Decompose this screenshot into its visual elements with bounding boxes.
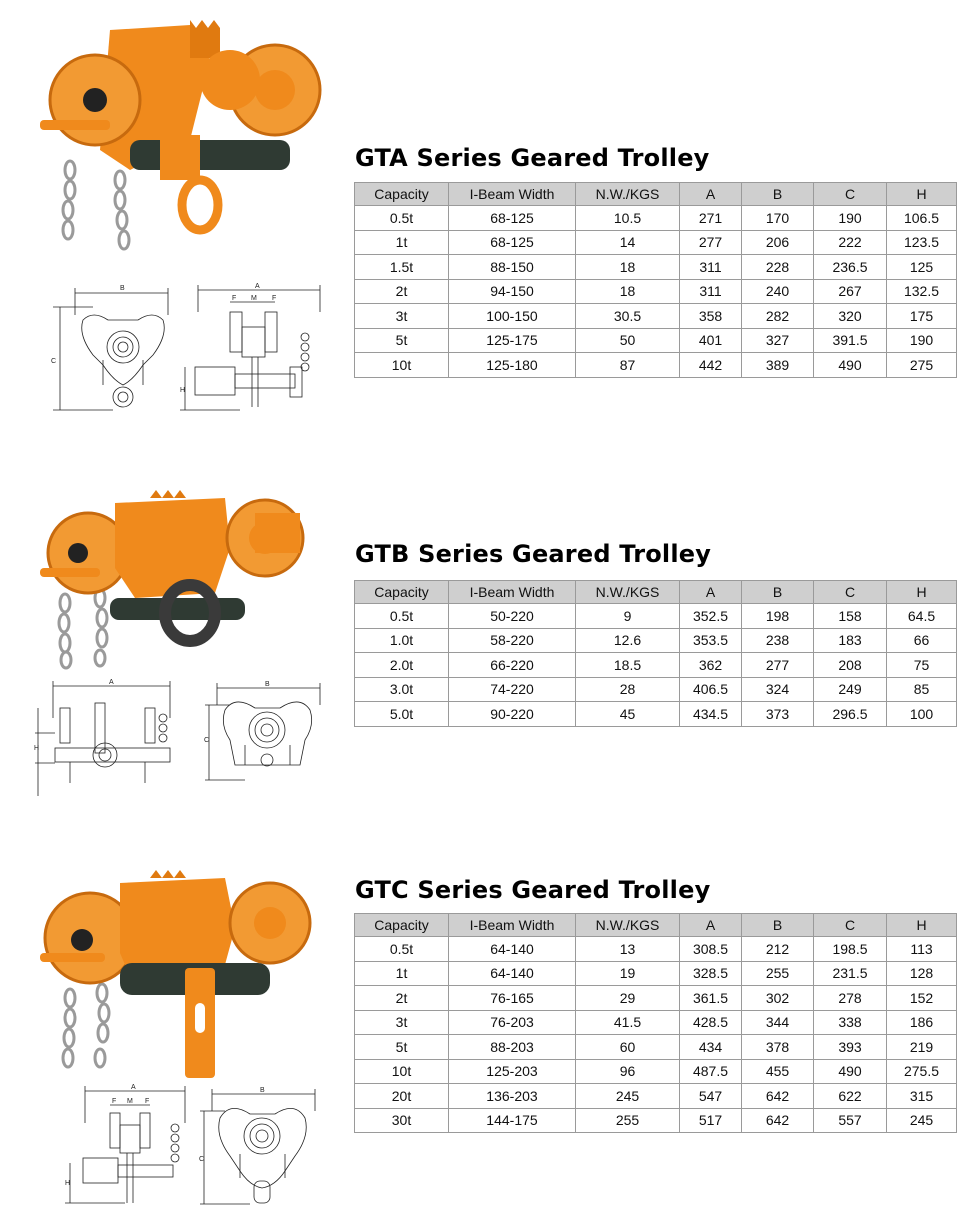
cell: 100: [887, 702, 957, 727]
cell: 240: [742, 279, 814, 304]
gta-dim-h-label: H: [180, 387, 186, 394]
col-c: C: [814, 914, 887, 937]
table-row: [355, 937, 957, 962]
cell: 428.5: [680, 1010, 742, 1035]
cell: 212: [742, 937, 814, 962]
cell: 50: [576, 328, 680, 353]
cell: 219: [887, 1035, 957, 1060]
col-capacity: Capacity: [355, 914, 449, 937]
cell: 18: [576, 279, 680, 304]
cell: 222: [814, 230, 887, 255]
cell: 362: [680, 653, 742, 678]
cell: 557: [814, 1108, 887, 1133]
gtc-dim-a-label: A: [131, 1084, 136, 1091]
cell: 487.5: [680, 1059, 742, 1084]
cell: 391.5: [814, 328, 887, 353]
table-row: [355, 206, 957, 231]
cell: 277: [742, 653, 814, 678]
cell: 2t: [355, 279, 449, 304]
cell: 1.5t: [355, 255, 449, 280]
cell: 183: [814, 628, 887, 653]
cell: 255: [576, 1108, 680, 1133]
cell: 132.5: [887, 279, 957, 304]
table-row: [355, 653, 957, 678]
cell: 275.5: [887, 1059, 957, 1084]
cell: 75: [887, 653, 957, 678]
gta-dim-a-label: A: [255, 283, 260, 290]
cell: 267: [814, 279, 887, 304]
cell: 406.5: [680, 677, 742, 702]
cell: 320: [814, 304, 887, 329]
cell: 324: [742, 677, 814, 702]
table-row: [355, 230, 957, 255]
cell: 10.5: [576, 206, 680, 231]
cell: 5.0t: [355, 702, 449, 727]
cell: 30t: [355, 1108, 449, 1133]
gta-dim-f2-label: F: [272, 295, 277, 302]
cell: 106.5: [887, 206, 957, 231]
gta-section: [0, 0, 980, 430]
cell: 88-150: [449, 255, 576, 280]
cell: 328.5: [680, 961, 742, 986]
cell: 2t: [355, 986, 449, 1011]
col-a: A: [680, 914, 742, 937]
gtb-dim-h-label: H: [34, 745, 40, 752]
cell: 100-150: [449, 304, 576, 329]
col-b: B: [742, 183, 814, 206]
cell: 29: [576, 986, 680, 1011]
cell: 76-165: [449, 986, 576, 1011]
cell: 5t: [355, 1035, 449, 1060]
gta-trolley-photo: [40, 20, 330, 260]
gtc-dim-m-label: M: [127, 1098, 133, 1105]
cell: 152: [887, 986, 957, 1011]
gtc-spec-table: [354, 913, 957, 1133]
cell: 58-220: [449, 628, 576, 653]
cell: 3t: [355, 304, 449, 329]
gtb-front-drawing: [205, 680, 325, 785]
cell: 88-203: [449, 1035, 576, 1060]
cell: 434: [680, 1035, 742, 1060]
gtc-title: GTC Series Geared Trolley: [355, 876, 711, 904]
table-row: [355, 1059, 957, 1084]
cell: 50-220: [449, 604, 576, 629]
cell: 96: [576, 1059, 680, 1084]
gtb-dim-a-label: A: [109, 679, 114, 686]
col-net-weight: N.W./KGS: [576, 183, 680, 206]
cell: 60: [576, 1035, 680, 1060]
col-ibeam-width: I-Beam Width: [449, 581, 576, 604]
cell: 238: [742, 628, 814, 653]
cell: 186: [887, 1010, 957, 1035]
table-row: [355, 328, 957, 353]
cell: 361.5: [680, 986, 742, 1011]
cell: 271: [680, 206, 742, 231]
cell: 236.5: [814, 255, 887, 280]
cell: 66-220: [449, 653, 576, 678]
col-a: A: [680, 581, 742, 604]
cell: 3.0t: [355, 677, 449, 702]
cell: 123.5: [887, 230, 957, 255]
cell: 64.5: [887, 604, 957, 629]
gtc-front-drawing: [200, 1086, 320, 1211]
cell: 296.5: [814, 702, 887, 727]
cell: 282: [742, 304, 814, 329]
gta-title: GTA Series Geared Trolley: [355, 144, 710, 172]
cell: 128: [887, 961, 957, 986]
gtb-section: [0, 480, 980, 810]
cell: 0.5t: [355, 604, 449, 629]
cell: 393: [814, 1035, 887, 1060]
cell: 231.5: [814, 961, 887, 986]
col-ibeam-width: I-Beam Width: [449, 914, 576, 937]
cell: 517: [680, 1108, 742, 1133]
cell: 278: [814, 986, 887, 1011]
table-row: [355, 1035, 957, 1060]
cell: 255: [742, 961, 814, 986]
cell: 1t: [355, 230, 449, 255]
col-b: B: [742, 581, 814, 604]
cell: 18.5: [576, 653, 680, 678]
cell: 74-220: [449, 677, 576, 702]
col-net-weight: N.W./KGS: [576, 914, 680, 937]
cell: 490: [814, 353, 887, 378]
table-row: [355, 255, 957, 280]
cell: 344: [742, 1010, 814, 1035]
col-h: H: [887, 914, 957, 937]
table-row: [355, 1084, 957, 1109]
gtb-dim-b-label: B: [265, 681, 270, 688]
cell: 28: [576, 677, 680, 702]
cell: 125: [887, 255, 957, 280]
col-h: H: [887, 183, 957, 206]
cell: 228: [742, 255, 814, 280]
cell: 125-180: [449, 353, 576, 378]
cell: 353.5: [680, 628, 742, 653]
cell: 275: [887, 353, 957, 378]
cell: 19: [576, 961, 680, 986]
cell: 170: [742, 206, 814, 231]
cell: 198: [742, 604, 814, 629]
table-header-row: [355, 183, 957, 206]
cell: 13: [576, 937, 680, 962]
cell: 3t: [355, 1010, 449, 1035]
cell: 245: [887, 1108, 957, 1133]
cell: 14: [576, 230, 680, 255]
cell: 175: [887, 304, 957, 329]
table-row: [355, 604, 957, 629]
table-header-row: [355, 914, 957, 937]
table-row: [355, 279, 957, 304]
gtb-trolley-photo: [40, 488, 305, 668]
col-c: C: [814, 183, 887, 206]
col-h: H: [887, 581, 957, 604]
cell: 12.6: [576, 628, 680, 653]
table-row: [355, 1108, 957, 1133]
cell: 68-125: [449, 206, 576, 231]
cell: 85: [887, 677, 957, 702]
col-a: A: [680, 183, 742, 206]
gtb-side-drawing: [35, 678, 180, 798]
cell: 338: [814, 1010, 887, 1035]
gtc-dim-f2-label: F: [145, 1098, 150, 1105]
cell: 113: [887, 937, 957, 962]
gta-dim-c-label: C: [51, 358, 57, 365]
gtc-dim-b-label: B: [260, 1087, 265, 1094]
cell: 10t: [355, 1059, 449, 1084]
col-net-weight: N.W./KGS: [576, 581, 680, 604]
col-b: B: [742, 914, 814, 937]
table-row: [355, 628, 957, 653]
cell: 190: [887, 328, 957, 353]
gtb-spec-table: [354, 580, 957, 727]
gta-side-drawing: [180, 282, 325, 417]
cell: 20t: [355, 1084, 449, 1109]
gta-dim-f1-label: F: [232, 295, 237, 302]
cell: 125-203: [449, 1059, 576, 1084]
cell: 327: [742, 328, 814, 353]
cell: 5t: [355, 328, 449, 353]
cell: 378: [742, 1035, 814, 1060]
table-row: [355, 702, 957, 727]
cell: 68-125: [449, 230, 576, 255]
table-header-row: [355, 581, 957, 604]
cell: 308.5: [680, 937, 742, 962]
col-ibeam-width: I-Beam Width: [449, 183, 576, 206]
cell: 352.5: [680, 604, 742, 629]
gtc-dim-c-label: C: [199, 1156, 205, 1163]
cell: 249: [814, 677, 887, 702]
cell: 1.0t: [355, 628, 449, 653]
cell: 642: [742, 1084, 814, 1109]
cell: 277: [680, 230, 742, 255]
table-row: [355, 304, 957, 329]
cell: 206: [742, 230, 814, 255]
gtc-dim-h-label: H: [65, 1180, 71, 1187]
col-capacity: Capacity: [355, 183, 449, 206]
cell: 0.5t: [355, 937, 449, 962]
cell: 45: [576, 702, 680, 727]
cell: 64-140: [449, 961, 576, 986]
cell: 18: [576, 255, 680, 280]
gtc-trolley-photo: [40, 868, 315, 1078]
cell: 158: [814, 604, 887, 629]
cell: 2.0t: [355, 653, 449, 678]
table-row: [355, 986, 957, 1011]
cell: 434.5: [680, 702, 742, 727]
cell: 64-140: [449, 937, 576, 962]
table-row: [355, 1010, 957, 1035]
cell: 76-203: [449, 1010, 576, 1035]
cell: 66: [887, 628, 957, 653]
cell: 10t: [355, 353, 449, 378]
cell: 90-220: [449, 702, 576, 727]
gta-dim-b-label: B: [120, 285, 125, 292]
cell: 144-175: [449, 1108, 576, 1133]
cell: 302: [742, 986, 814, 1011]
gta-front-drawing: [48, 285, 186, 415]
cell: 208: [814, 653, 887, 678]
table-row: [355, 961, 957, 986]
gtb-title: GTB Series Geared Trolley: [355, 540, 712, 568]
cell: 490: [814, 1059, 887, 1084]
col-c: C: [814, 581, 887, 604]
cell: 642: [742, 1108, 814, 1133]
cell: 198.5: [814, 937, 887, 962]
cell: 0.5t: [355, 206, 449, 231]
cell: 442: [680, 353, 742, 378]
cell: 311: [680, 279, 742, 304]
cell: 125-175: [449, 328, 576, 353]
cell: 30.5: [576, 304, 680, 329]
cell: 190: [814, 206, 887, 231]
gtc-section: [0, 860, 980, 1231]
cell: 94-150: [449, 279, 576, 304]
cell: 9: [576, 604, 680, 629]
gta-spec-table: [354, 182, 957, 378]
cell: 87: [576, 353, 680, 378]
gtc-dim-f1-label: F: [112, 1098, 117, 1105]
gta-dim-m-label: M: [251, 295, 257, 302]
cell: 1t: [355, 961, 449, 986]
cell: 245: [576, 1084, 680, 1109]
col-capacity: Capacity: [355, 581, 449, 604]
cell: 373: [742, 702, 814, 727]
table-row: [355, 677, 957, 702]
cell: 41.5: [576, 1010, 680, 1035]
cell: 401: [680, 328, 742, 353]
cell: 136-203: [449, 1084, 576, 1109]
cell: 311: [680, 255, 742, 280]
cell: 389: [742, 353, 814, 378]
cell: 315: [887, 1084, 957, 1109]
cell: 358: [680, 304, 742, 329]
gtc-side-drawing: [65, 1083, 190, 1208]
gtb-dim-c-label: C: [204, 737, 210, 744]
cell: 547: [680, 1084, 742, 1109]
cell: 455: [742, 1059, 814, 1084]
table-row: [355, 353, 957, 378]
cell: 622: [814, 1084, 887, 1109]
